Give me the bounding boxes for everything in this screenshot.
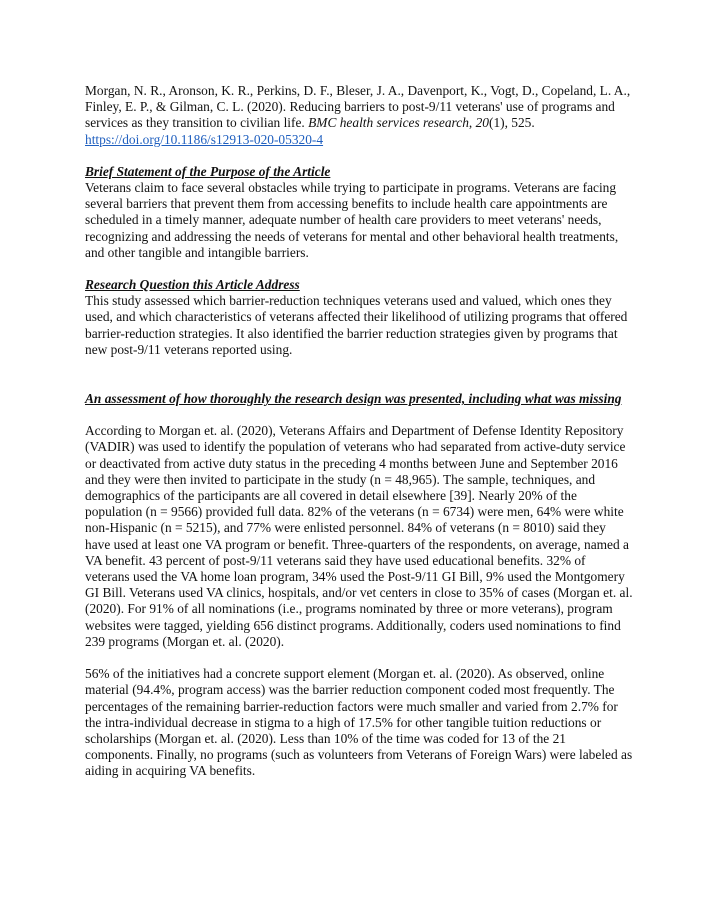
purpose-heading: Brief Statement of the Purpose of the Article — [85, 163, 331, 179]
assessment-heading: An assessment of how thoroughly the research design was presented, including what was missing — [85, 391, 622, 407]
assessment-paragraph-1: According to Morgan et. al. (2020), Veterans Affairs and Department of Defense Identity Repository (VADIR) was used to identify the population of veterans who had separated from active-duty service or deactivated from active duty status in the preceding 4 months between June and September 2016 and they were then invited to participate in the study (n = 48,965). The sample, techniques, and demographics of the participants are all covered in detail elsewhere [39]. Nearly 20% of the population (n = 9566) provided full data. 82% of the veterans (n = 6734) were men, 64% were white non-Hispanic (n = 5215), and 77% were enlisted personnel. 84% of veterans (n = 8010) said they have used at least one VA program or benefit. Three-quarters of the respondents, on average, named a VA benefit. 43 percent of post-9/11 veterans said they have used educational benefits. 32% of veterans used the VA home loan program, 34% used the Post-9/11 GI Bill, 9% used the Montgomery GI Bill. Veterans used VA clinics, hospitals, and/or vet centers in close to 35% of cases (Morgan et. al. (2020). For 91% of all nominations (i.e., programs nominated by three or more veterans), program websites were tagged, yielding 656 distinct programs. Additionally, coders used nominations to find 239 programs (Morgan et. al. (2020). — [85, 423, 633, 649]
document-page — [85, 83, 633, 780]
spacer — [85, 407, 633, 423]
doi-link[interactable]: https://doi.org/10.1186/s12913-020-05320-4 — [85, 131, 324, 147]
spacer — [85, 148, 633, 164]
citation-separator: , — [468, 115, 476, 131]
citation-authors-title: Morgan, N. R., Aronson, K. R., Perkins, D. F., Bleser, J. A., Davenport, K., Vogt, D., Copeland, L. A., Finley, E. P., & Gilman, C. L. (2020). Reducing barriers to post-9/11 veterans' use of programs and services as they transition to civilian life. — [85, 83, 631, 131]
citation-volume: 20 — [475, 115, 489, 131]
spacer — [85, 358, 633, 391]
purpose-body: Veterans claim to face several obstacles while trying to participate in programs. Veterans are facing several barriers that prevent them from accessing benefits to include health care appointments are scheduled in a timely manner, adequate number of health care providers to meet veterans' needs, recognizing and addressing the needs of veterans for mental and other behavioral health treatments, and other tangible and intangible barriers. — [85, 180, 619, 260]
assessment-paragraph-2: 56% of the initiatives had a concrete support element (Morgan et. al. (2020). As observed, online material (94.4%, program access) was the barrier reduction component coded most frequently. The percentages of the remaining barrier-reduction factors were much smaller and varied from 2.7% for the intra-individual decrease in stigma to a high of 17.5% for other tangible tuition reductions or scholarships (Morgan et. al. (2020). Less than 10% of the time was coded for 13 of the 21 components. Finally, no programs (such as volunteers from Veterans of Foreign Wars) were labeled as aiding in acquiring VA benefits. — [85, 666, 633, 779]
citation-journal: BMC health services research — [308, 115, 469, 131]
research-question-body: This study assessed which barrier-reduction techniques veterans used and valued, which ones they used, and which characteristics of veterans affected their likelihood of utilizing programs that offered barrier-reduction strategies. It also identified the barrier reduction strategies given by programs that new post-9/11 veterans reported using. — [85, 293, 628, 357]
spacer — [85, 650, 633, 666]
research-question-heading: Research Question this Article Address — [85, 277, 300, 293]
citation-issue-pages: (1), 525. — [488, 115, 535, 131]
reference-citation — [85, 83, 633, 148]
spacer — [85, 261, 633, 277]
